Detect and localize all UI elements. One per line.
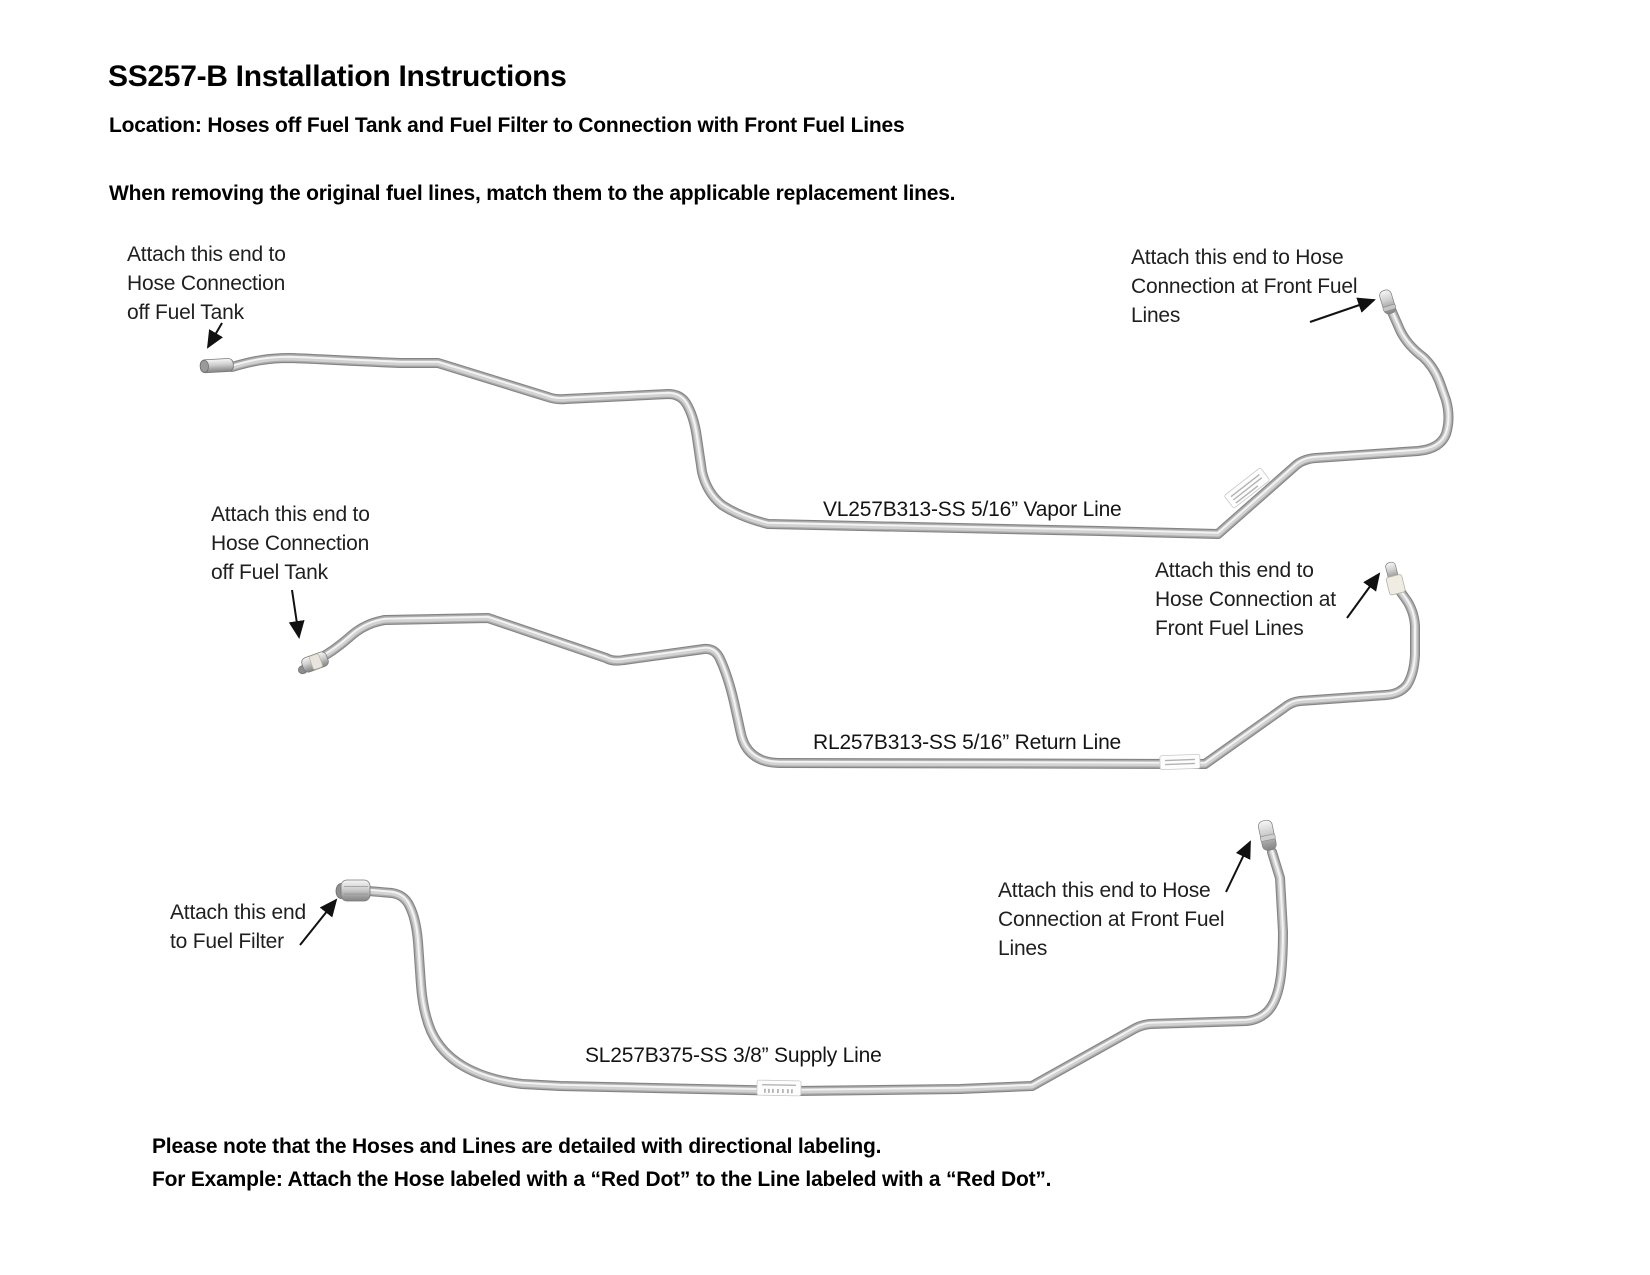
- footer-line-2: For Example: Attach the Hose labeled with a “Red Dot” to the Line labeled with a “Red Dot”.: [152, 1168, 1052, 1191]
- supply-left-fitting: [336, 880, 370, 901]
- return-right-fitting: [1382, 560, 1405, 595]
- page-title: SS257-B Installation Instructions: [108, 60, 567, 93]
- callout-return-left: Attach this end to Hose Connection off Fuel Tank: [211, 503, 370, 584]
- location-line: Location: Hoses off Fuel Tank and Fuel Filter to Connection with Front Fuel Lines: [109, 114, 905, 137]
- footer-line-1: Please note that the Hoses and Lines are detailed with directional labeling.: [152, 1135, 882, 1158]
- intro-line: When removing the original fuel lines, match them to the applicable replacement lines.: [109, 182, 956, 205]
- vapor-line-label: VL257B313-SS 5/16” Vapor Line: [823, 498, 1122, 521]
- return-part-number-sticker: [1160, 754, 1200, 769]
- return-left-fitting: [295, 651, 330, 676]
- callout-return-right: Attach this end to Hose Connection at Front Fuel Lines: [1155, 559, 1336, 640]
- supply-part-number-sticker: [757, 1080, 801, 1096]
- callout-vapor-right: Attach this end to Hose Connection at Front Fuel Lines: [1131, 246, 1358, 327]
- callout-vapor-left: Attach this end to Hose Connection off Fuel Tank: [127, 243, 286, 324]
- supply-right-fitting: [1257, 819, 1278, 851]
- supply-line-label: SL257B375-SS 3/8” Supply Line: [585, 1044, 882, 1067]
- return-line-label: RL257B313-SS 5/16” Return Line: [813, 731, 1122, 754]
- arrow-return-left: [292, 590, 299, 637]
- arrow-supply-right: [1226, 842, 1250, 892]
- arrow-return-right: [1347, 574, 1379, 618]
- callout-supply-left: Attach this end to Fuel Filter: [170, 901, 306, 953]
- footer-note: [152, 1130, 1051, 1196]
- vapor-right-fitting: [1378, 289, 1397, 316]
- vapor-left-fitting: [200, 358, 234, 373]
- callout-supply-right: Attach this end to Hose Connection at Front Fuel Lines: [998, 879, 1225, 960]
